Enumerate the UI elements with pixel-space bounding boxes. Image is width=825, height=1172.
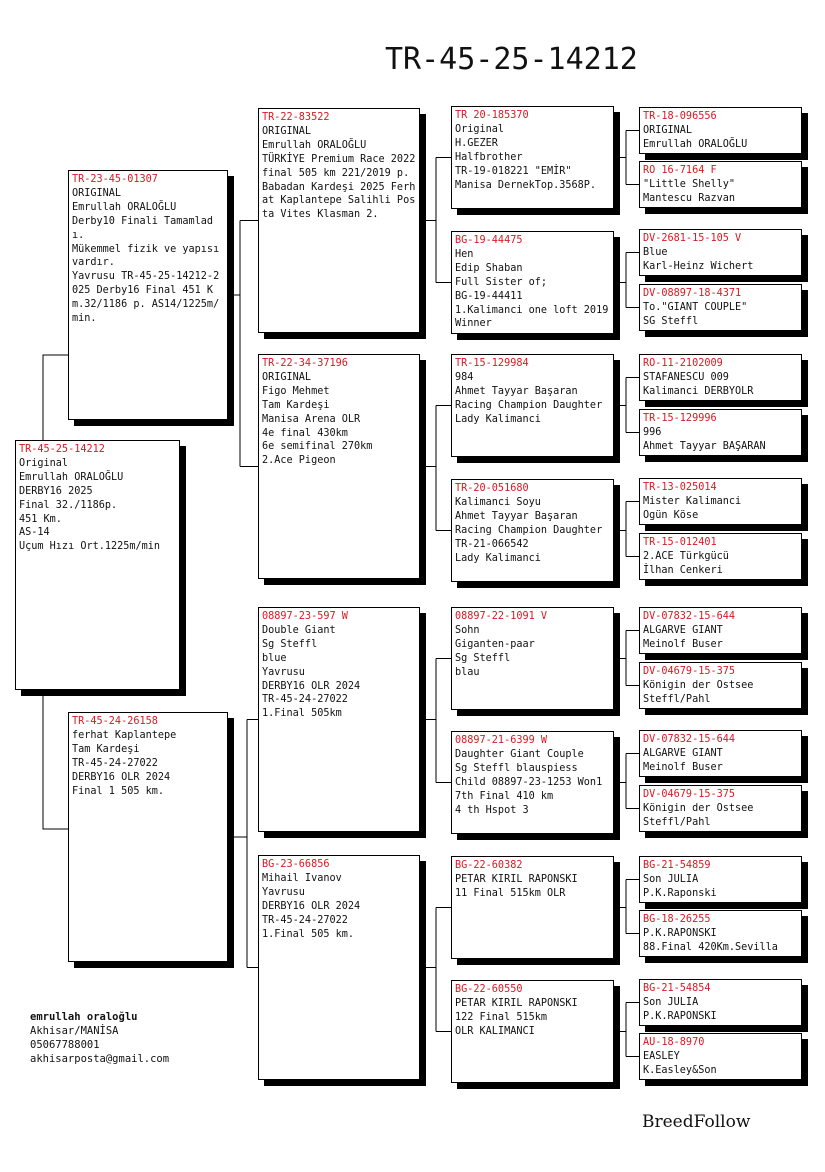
owner-phone: 05067788001 — [30, 1039, 100, 1051]
connector — [420, 659, 451, 783]
ring-number: TR-15-012401 — [643, 537, 717, 548]
ring-number: BG-18-26255 — [643, 914, 711, 925]
pigeon-info-line: Sg Steffl — [262, 638, 318, 650]
ring-number: TR-18-096556 — [643, 111, 717, 122]
pigeon-info-line: TR-45-24-27022 — [262, 914, 348, 926]
pigeon-info-line: Child 08897-23-1253 Won1 — [455, 776, 603, 788]
pigeon-card-g7 — [639, 478, 802, 525]
pigeon-info-line: 4 th Hspot 3 — [455, 804, 529, 816]
ring-number: DV-07832-15-644 — [643, 611, 736, 622]
pigeon-info-line: Figo Mehmet — [262, 385, 330, 397]
pigeon-card-g11 — [639, 730, 802, 777]
pigeon-info-line: Lady Kalimanci — [455, 413, 541, 425]
pigeon-info-line: 11 Final 515km OLR — [455, 887, 566, 899]
pigeon-info-line: Königin der Ostsee — [643, 679, 754, 691]
pigeon-info-line: DERBY16 OLR 2024 — [262, 680, 361, 692]
owner-contact — [30, 1010, 169, 1066]
connector — [420, 908, 451, 1032]
pigeon-info-line: blue — [262, 652, 287, 664]
connector — [614, 131, 639, 185]
pigeon-info-line: Final 32./1186p. — [19, 499, 118, 511]
pigeon-card-g1 — [639, 107, 802, 154]
pigeon-info-line: Tam Kardeşi — [72, 743, 140, 755]
connector — [614, 754, 639, 809]
pigeon-info-line: Babadan Kardeşi 2025 Ferhat Kaplantepe Salihli Posta Vites Klasman 2. — [262, 181, 416, 221]
pigeon-info-line: Son JULIA — [643, 996, 699, 1008]
pigeon-card-ss — [258, 108, 420, 333]
connector — [420, 406, 451, 531]
ring-number: DV-08897-18-4371 — [643, 288, 742, 299]
pigeon-info-line: AS-14 — [19, 527, 50, 539]
pigeon-info-line: P.K.Raponski — [643, 887, 717, 899]
ring-number: TR-20-051680 — [455, 483, 529, 494]
ring-number: AU-18-8970 — [643, 1037, 705, 1048]
pigeon-info-line: PETAR KIRIL RAPONSKI — [455, 873, 578, 885]
ring-number: 08897-22-1091 V — [455, 611, 548, 622]
pigeon-info-line: Steffl/Pahl — [643, 816, 711, 828]
pigeon-card-sdd — [451, 479, 614, 582]
pigeon-info-line: Uçum Hızı Ort.1225m/min — [19, 541, 161, 553]
pigeon-info-line: Sohn — [455, 624, 480, 636]
pigeon-info-line: 984 — [455, 371, 474, 383]
pigeon-card-dds — [451, 856, 614, 959]
pigeon-info-line: STAFANESCU 009 — [643, 371, 729, 383]
pigeon-info-line: ORIGINAL — [262, 125, 312, 137]
pigeon-info-line: 2.ACE Türkgücü — [643, 550, 729, 562]
pigeon-card-ds — [258, 607, 420, 832]
pigeon-card-ddd — [451, 980, 614, 1083]
pigeon-card-dam — [68, 712, 228, 962]
pigeon-info-line: Daughter Giant Couple — [455, 748, 584, 760]
ring-number: TR-45-25-14212 — [19, 444, 105, 455]
pigeon-info-line: ferhat Kaplantepe — [72, 729, 177, 741]
pigeon-info-line: 1.Kalimanci one loft 2019 Winner — [455, 304, 615, 330]
pigeon-info-line: Ogün Köse — [643, 509, 699, 521]
pigeon-info-line: 122 Final 515km — [455, 1011, 548, 1023]
ring-number: DV-04679-15-375 — [643, 666, 736, 677]
pigeon-card-sss — [451, 106, 614, 209]
pigeon-card-sd — [258, 354, 420, 579]
pigeon-card-g3 — [639, 229, 802, 276]
pigeon-info-line: OLR KALIMANCI — [455, 1025, 535, 1037]
pigeon-info-line: Full Sister of; — [455, 276, 548, 288]
pigeon-card-g14 — [639, 910, 802, 957]
ring-number: RO 16-7164 F — [643, 165, 717, 176]
pigeon-info-line: 7th Final 410 km — [455, 790, 554, 802]
ring-number: BG-22-60382 — [455, 860, 523, 871]
connector — [228, 221, 258, 467]
pigeon-card-g5 — [639, 354, 802, 401]
pigeon-card-g16 — [639, 1033, 802, 1080]
pigeon-info-line: Derby10 Finali Tamamladı. — [72, 215, 214, 241]
owner-city: Akhisar/MANİSA — [30, 1025, 119, 1037]
pigeon-info-line: DERBY16 OLR 2024 — [262, 900, 361, 912]
pigeon-info-line: PETAR KIRIL RAPONSKI — [455, 997, 578, 1009]
pigeon-card-g10 — [639, 662, 802, 709]
page-title: TR-45-25-14212 — [385, 42, 638, 77]
pigeon-info-line: Sg Steffl — [455, 652, 511, 664]
pigeon-info-line: Manisa Arena OLR — [262, 413, 361, 425]
pigeon-info-line: Tam Kardeşi — [262, 399, 330, 411]
owner-name: emrullah oraloğlu — [30, 1011, 138, 1023]
pigeon-info-line: Blue — [643, 246, 668, 258]
pigeon-info-line: TR-45-24-27022 — [72, 757, 158, 769]
pigeon-info-line: 4e final 430km — [262, 427, 348, 439]
ring-number: DV-04679-15-375 — [643, 789, 736, 800]
pigeon-info-line: Königin der Ostsee — [643, 802, 754, 814]
pigeon-info-line: Mihail Ivanov — [262, 872, 342, 884]
connector — [614, 253, 639, 308]
connector — [614, 1003, 639, 1057]
connector — [420, 158, 451, 283]
pigeon-info-line: Double Giant — [262, 624, 336, 636]
pigeon-card-sds — [451, 354, 614, 457]
pigeon-info-line: ORIGINAL — [643, 124, 693, 136]
pigeon-info-line: Edip Shaban — [455, 262, 523, 274]
connector — [614, 880, 639, 934]
ring-number: DV-07832-15-644 — [643, 734, 736, 745]
pigeon-card-g8 — [639, 533, 802, 580]
ring-number: BG-21-54859 — [643, 860, 711, 871]
pigeon-info-line: Meinolf Buser — [643, 638, 723, 650]
pigeon-info-line: Karl-Heinz Wichert — [643, 260, 754, 272]
pigeon-info-line: TR-19-018221 "EMİR" — [455, 165, 572, 177]
pigeon-info-line: Kalimanci Soyu — [455, 496, 541, 508]
pigeon-info-line: Lady Kalimanci — [455, 552, 541, 564]
ring-number: DV-2681-15-105 V — [643, 233, 742, 244]
pigeon-info-line: SG Steffl — [643, 315, 699, 327]
pigeon-info-line: Ahmet Tayyar Başaran — [455, 385, 578, 397]
connector — [228, 720, 258, 968]
pigeon-info-line: Final 1 505 km. — [72, 785, 165, 797]
pigeon-info-line: Mantescu Razvan — [643, 192, 736, 204]
ring-number: 08897-23-597 W — [262, 611, 348, 622]
pigeon-info-line: Manisa DernekTop.3568P. — [455, 179, 597, 191]
ring-number: TR 20-185370 — [455, 110, 529, 121]
pigeon-card-g15 — [639, 979, 802, 1026]
connector — [614, 378, 639, 433]
pigeon-info-line: Ahmet Tayyar Başaran — [455, 510, 578, 522]
pigeon-info-line: Giganten-paar — [455, 638, 535, 650]
pigeon-info-line: BG-19-44411 — [455, 290, 523, 302]
ring-number: TR-23-45-01307 — [72, 174, 158, 185]
pigeon-info-line: DERBY16 OLR 2024 — [72, 771, 171, 783]
pigeon-info-line: blau — [455, 666, 480, 678]
pigeon-info-line: 1.Final 505km — [262, 708, 342, 720]
pigeon-info-line: "Little Shelly" — [643, 178, 736, 190]
pigeon-info-line: Yavrusu TR-45-25-14212-2025 Derby16 Final 451 Km.32/1186 p. AS14/1225m/min. — [72, 271, 220, 325]
pigeon-info-line: Ahmet Tayyar BAŞARAN — [643, 440, 766, 452]
pigeon-card-dsd — [451, 731, 614, 834]
pigeon-info-line: Meinolf Buser — [643, 761, 723, 773]
pigeon-card-dss — [451, 607, 614, 710]
pigeon-info-line: Son JULIA — [643, 873, 699, 885]
pigeon-info-line: Emrullah ORALOĞLU — [19, 471, 124, 483]
pigeon-info-line: H.GEZER — [455, 137, 498, 149]
pigeon-info-line: K.Easley&Son — [643, 1064, 717, 1076]
pigeon-info-line: Sg Steffl blauspiess — [455, 762, 578, 774]
pigeon-card-g9 — [639, 607, 802, 654]
ring-number: BG-22-60550 — [455, 984, 523, 995]
pigeon-info-line: To."GIANT COUPLE" — [643, 301, 748, 313]
ring-number: RO-11-2102009 — [643, 358, 723, 369]
ring-number: BG-23-66856 — [262, 859, 330, 870]
pigeon-info-line: Yavrusu — [262, 886, 305, 898]
ring-number: TR-22-83522 — [262, 112, 330, 123]
pigeon-info-line: TR-21-066542 — [455, 538, 529, 550]
ring-number: TR-13-025014 — [643, 482, 717, 493]
ring-number: TR-15-129984 — [455, 358, 529, 369]
pigeon-info-line: Original — [455, 123, 505, 135]
pigeon-info-line: P.K.RAPONSKI — [643, 1010, 717, 1022]
pigeon-card-g2 — [639, 161, 802, 208]
pigeon-info-line: Emrullah ORALOĞLU — [72, 201, 177, 213]
pigeon-info-line: Emrullah ORALOĞLU — [262, 139, 367, 151]
pigeon-info-line: Racing Champion Daughter — [455, 524, 603, 536]
pigeon-info-line: 6e semifinal 270km — [262, 441, 373, 453]
pigeon-card-g12 — [639, 785, 802, 832]
pigeon-card-subject — [15, 440, 180, 690]
connector — [614, 502, 639, 557]
pigeon-info-line: Original — [19, 457, 69, 469]
pigeon-info-line: Steffl/Pahl — [643, 693, 711, 705]
pigeon-info-line: DERBY16 2025 — [19, 485, 93, 497]
pigeon-info-line: TÜRKİYE Premium Race 2022 final 505 km 221/2019 p. — [262, 153, 422, 179]
pigeon-info-line: Mükemmel fizik ve yapısı vardır. — [72, 243, 226, 269]
pigeon-card-g6 — [639, 409, 802, 456]
pigeon-info-line: Emrullah ORALOĞLU — [643, 138, 748, 150]
ring-number: TR-22-34-37196 — [262, 358, 348, 369]
pigeon-info-line: Mister Kalimanci — [643, 495, 742, 507]
ring-number: TR-15-129996 — [643, 413, 717, 424]
pigeon-info-line: Halfbrother — [455, 151, 523, 163]
brand-logo: BreedFollow — [642, 1112, 751, 1132]
pigeon-info-line: ALGARVE GIANT — [643, 624, 723, 636]
pigeon-info-line: Yavrusu — [262, 666, 305, 678]
ring-number: TR-45-24-26158 — [72, 716, 158, 727]
pigeon-info-line: Racing Champion Daughter — [455, 399, 603, 411]
pigeon-info-line: P.K.RAPONSKI — [643, 927, 717, 939]
pigeon-info-line: 2.Ace Pigeon — [262, 455, 336, 467]
pigeon-info-line: ORIGINAL — [262, 371, 312, 383]
pigeon-info-line: Kalimanci DERBYOLR — [643, 385, 754, 397]
pigeon-card-ssd — [451, 231, 614, 334]
pigeon-card-dd — [258, 855, 420, 1080]
pigeon-info-line: EASLEY — [643, 1050, 680, 1062]
pigeon-info-line: ALGARVE GIANT — [643, 747, 723, 759]
pigeon-card-sire — [68, 170, 228, 420]
pigeon-info-line: 1.Final 505 km. — [262, 928, 355, 940]
ring-number: BG-21-54854 — [643, 983, 711, 994]
pigeon-info-line: TR-45-24-27022 — [262, 694, 348, 706]
pigeon-card-g4 — [639, 284, 802, 331]
pigeon-info-line: 451 Km. — [19, 513, 62, 525]
pigeon-info-line: ORIGINAL — [72, 187, 122, 199]
connector — [614, 631, 639, 686]
pigeon-info-line: Hen — [455, 248, 474, 260]
ring-number: BG-19-44475 — [455, 235, 523, 246]
pigeon-info-line: 996 — [643, 426, 662, 438]
pigeon-info-line: 88.Final 420Km.Sevilla — [643, 941, 778, 953]
ring-number: 08897-21-6399 W — [455, 735, 548, 746]
pigeon-card-g13 — [639, 856, 802, 903]
owner-email: akhisarposta@gmail.com — [30, 1053, 170, 1065]
pigeon-info-line: İlhan Cenkeri — [643, 564, 723, 576]
